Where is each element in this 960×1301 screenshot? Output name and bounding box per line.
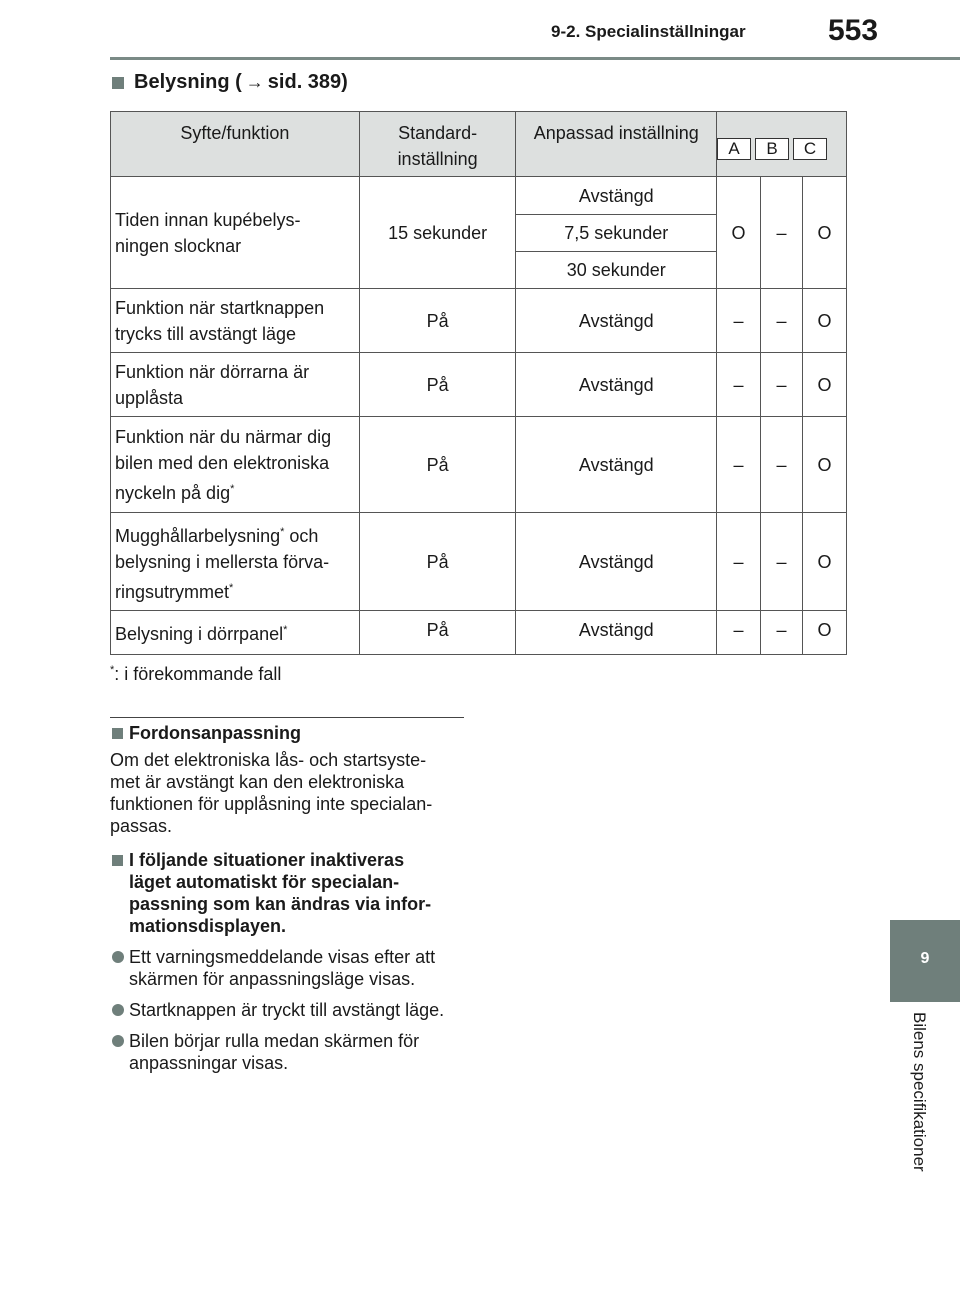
row4-name-line3: nyckeln på dig: [115, 482, 231, 503]
row6-b: –: [761, 611, 803, 655]
row3-default: På: [359, 353, 516, 417]
row4-b: –: [761, 417, 803, 513]
fordon-line4: passas.: [110, 816, 173, 836]
settings-table: [110, 111, 847, 655]
round-bullet-icon: [112, 1035, 124, 1047]
footnote-star: *: [229, 581, 234, 594]
table-header-row: [111, 112, 847, 177]
bullet3-text: [129, 1030, 419, 1074]
row5-custom: Avstängd: [516, 513, 717, 611]
row6-a: –: [717, 611, 761, 655]
table-row: [111, 417, 847, 513]
fordon-paragraph: [110, 749, 470, 837]
arrow-right-icon: →: [245, 72, 264, 92]
table-row: [111, 177, 847, 215]
section-title-page-ref[interactable]: sid. 389): [267, 71, 348, 93]
subsection-title-fordon: [112, 722, 301, 744]
row5-name-line3: ringsutrymmet: [115, 581, 230, 602]
row1-custom1: Avstängd: [516, 177, 717, 215]
row6-custom: Avstängd: [516, 611, 717, 655]
row4-a: –: [717, 417, 761, 513]
table-footnote: [110, 664, 281, 685]
list-item: [112, 946, 472, 990]
situations-title-line2: läget automatiskt för specialan-: [129, 872, 400, 892]
table-row: [111, 353, 847, 417]
header-default-line2: inställning: [397, 149, 478, 169]
box-b: B: [755, 138, 789, 160]
row6-c: O: [802, 611, 846, 655]
column-divider: [110, 717, 464, 718]
footnote-star: *: [230, 482, 235, 495]
section-title: [112, 71, 348, 94]
square-bullet-icon: [112, 728, 123, 739]
row4-name: [111, 417, 360, 513]
row3-name: [111, 353, 360, 417]
fordon-line1: Om det elektroniska lås- och startsyste-: [110, 750, 427, 770]
row1-b: –: [761, 177, 803, 289]
square-bullet-icon: [112, 77, 124, 89]
row1-custom2: 7,5 sekunder: [516, 215, 717, 252]
bullet1-line1: Ett varningsmeddelande visas efter att: [129, 947, 436, 967]
row2-c: O: [802, 289, 846, 353]
situations-title-line4: mationsdisplayen.: [129, 916, 287, 936]
row4-name-line1: Funktion när du närmar dig: [115, 426, 332, 447]
table-row: [111, 513, 847, 611]
row5-name-line1-tail: och: [284, 525, 319, 546]
row2-name-line2: trycks till avstängt läge: [115, 323, 297, 344]
row3-c: O: [802, 353, 846, 417]
row2-name-line1: Funktion när startknappen: [115, 297, 325, 318]
row2-a: –: [717, 289, 761, 353]
subsection-title-situations: [112, 849, 431, 937]
row1-default: 15 sekunder: [359, 177, 516, 289]
page-number: 553: [828, 14, 879, 47]
row6-name: [111, 611, 360, 655]
chapter-number: 9: [920, 950, 930, 967]
situations-title-line3: passning som kan ändras via infor-: [129, 894, 432, 914]
situations-title-line1: I följande situationer inaktiveras: [129, 850, 405, 870]
list-item: [112, 999, 472, 1021]
header-function: Syfte/funktion: [111, 112, 360, 177]
row1-c: O: [802, 177, 846, 289]
row5-a: –: [717, 513, 761, 611]
header-custom: Anpassad inställning: [516, 112, 717, 177]
header-divider: [110, 57, 960, 60]
header-default: [359, 112, 516, 177]
section-title-prefix: Belysning (: [134, 71, 242, 93]
row3-name-line2: upplåsta: [115, 387, 184, 408]
row4-default: På: [359, 417, 516, 513]
chapter-tab: [890, 920, 960, 1002]
row1-name-line2: ningen slocknar: [115, 235, 242, 256]
round-bullet-icon: [112, 951, 124, 963]
bullet3-line2: anpassningar visas.: [129, 1053, 289, 1073]
row2-custom: Avstängd: [516, 289, 717, 353]
footnote-star: *: [280, 525, 285, 538]
row4-c: O: [802, 417, 846, 513]
chapter-label: Bilens specifikationer: [910, 1012, 929, 1172]
row3-name-line1: Funktion när dörrarna är: [115, 361, 310, 382]
row3-a: –: [717, 353, 761, 417]
row5-name-line2: belysning i mellersta förva-: [115, 551, 330, 572]
table-row: [111, 289, 847, 353]
row5-name: [111, 513, 360, 611]
list-item: [112, 1030, 472, 1074]
row5-b: –: [761, 513, 803, 611]
footnote-star: *: [110, 664, 115, 676]
bullet1-line2: skärmen för anpassningsläge visas.: [129, 969, 416, 989]
bullet3-line1: Bilen börjar rulla medan skärmen för: [129, 1031, 420, 1051]
fordon-line3: funktionen för upplåsning inte specialan-: [110, 794, 433, 814]
fordon-title-text: Fordonsanpassning: [129, 723, 302, 743]
row6-name-text: Belysning i dörrpanel: [115, 624, 284, 644]
row6-default: På: [359, 611, 516, 655]
row4-name-line2: bilen med den elektroniska: [115, 452, 330, 473]
row1-a: O: [717, 177, 761, 289]
row2-name: [111, 289, 360, 353]
row2-b: –: [761, 289, 803, 353]
bullet1-text: [129, 946, 435, 990]
header-abc: [717, 112, 847, 177]
running-header-section: 9-2. Specialinställningar: [551, 22, 746, 41]
fordon-line2: met är avstängt kan den elektroniska: [110, 772, 405, 792]
row5-name-line1: Mugghållarbelysning: [115, 525, 281, 546]
row5-c: O: [802, 513, 846, 611]
row5-default: På: [359, 513, 516, 611]
header-default-line1: Standard-: [398, 123, 478, 143]
row1-name: [111, 177, 360, 289]
row1-custom3: 30 sekunder: [516, 252, 717, 289]
footnote-star: *: [283, 624, 288, 636]
row1-name-line1: Tiden innan kupébelys-: [115, 209, 301, 230]
row2-default: På: [359, 289, 516, 353]
round-bullet-icon: [112, 1004, 124, 1016]
row4-custom: Avstängd: [516, 417, 717, 513]
table-row: [111, 611, 847, 655]
bullet2-text: Startknappen är tryckt till avstängt läge.: [129, 1000, 445, 1020]
footnote-text: : i förekommande fall: [114, 664, 282, 684]
row3-b: –: [761, 353, 803, 417]
row3-custom: Avstängd: [516, 353, 717, 417]
box-c: C: [793, 138, 827, 160]
square-bullet-icon: [112, 855, 123, 866]
box-a: A: [717, 138, 751, 160]
